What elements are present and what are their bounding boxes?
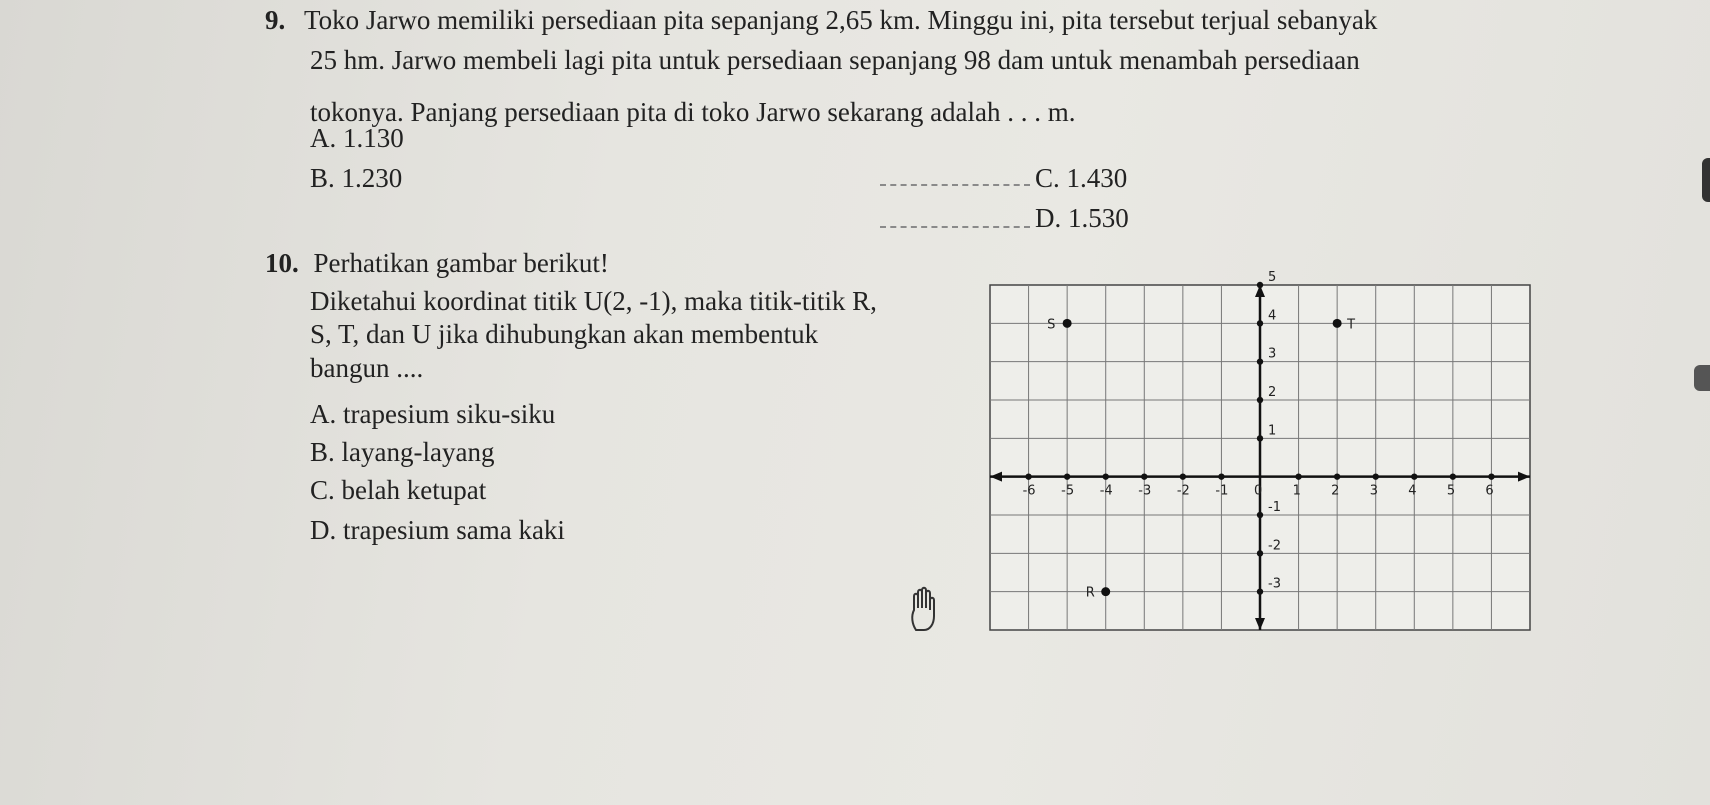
x-tick-label: 3: [1369, 483, 1378, 499]
y-tick-dot: [1257, 320, 1263, 326]
q9-number: 9.: [265, 5, 286, 35]
y-tick-dot: [1257, 435, 1263, 441]
x-tick-label: -4: [1099, 483, 1113, 499]
answer-dash-c: [880, 184, 1030, 186]
y-tick-label: 2: [1268, 385, 1277, 400]
edge-mark-mid: [1694, 365, 1710, 391]
y-tick-label: -3: [1268, 576, 1281, 592]
q10-option-c[interactable]: C. belah ketupat: [310, 475, 487, 505]
x-tick-label: 6: [1485, 483, 1494, 499]
x-tick-dot: [1450, 473, 1456, 479]
x-tick-label: 4: [1408, 483, 1417, 499]
y-tick-label: 1: [1268, 423, 1277, 439]
x-tick-label: 0: [1254, 483, 1263, 499]
y-tick-label: 4: [1268, 308, 1277, 324]
x-tick-dot: [1488, 473, 1494, 479]
point-r: [1101, 587, 1110, 596]
q10-option-a[interactable]: A. trapesium siku-siku: [310, 399, 556, 429]
q10-text-line1: Diketahui koordinat titik U(2, -1), maka titik-titik R,: [310, 286, 877, 316]
x-tick-dot: [1180, 473, 1186, 479]
answer-dash-d: [880, 226, 1030, 228]
q10-option-b[interactable]: B. layang-layang: [310, 437, 495, 467]
x-tick-label: -5: [1061, 483, 1075, 499]
coordinate-grid-svg: [985, 270, 1540, 637]
y-tick-dot: [1257, 282, 1263, 288]
q10-number: 10.: [265, 248, 299, 278]
y-tick-dot: [1257, 588, 1263, 594]
point-s: [1063, 319, 1072, 328]
x-tick-dot: [1218, 473, 1224, 479]
x-tick-label: -6: [1022, 483, 1036, 499]
q9-option-d[interactable]: D. 1.530: [1035, 203, 1129, 233]
q10-title-line: [265, 247, 609, 279]
q9-line1: [265, 4, 1377, 36]
q9-option-b[interactable]: B. 1.230: [310, 163, 403, 193]
x-tick-dot: [1064, 473, 1070, 479]
y-tick-label: -2: [1268, 538, 1281, 554]
y-tick-dot: [1257, 550, 1263, 556]
x-tick-dot: [1103, 473, 1109, 479]
q10-title: Perhatikan gambar berikut!: [313, 248, 609, 278]
q10-option-d[interactable]: D. trapesium sama kaki: [310, 515, 565, 545]
q9-text-line1: Toko Jarwo memiliki persediaan pita sepanjang 2,65 km. Minggu ini, pita tersebut terjual sebanyak: [304, 5, 1378, 35]
x-tick-label: 2: [1331, 483, 1340, 499]
point-t: [1333, 319, 1342, 328]
x-tick-label: -2: [1176, 483, 1190, 499]
point-label-r: R: [1085, 585, 1095, 601]
q9-option-a[interactable]: A. 1.130: [310, 123, 404, 153]
y-tick-dot: [1257, 397, 1263, 403]
x-tick-dot: [1373, 473, 1379, 479]
x-tick-label: -3: [1138, 483, 1152, 499]
x-tick-dot: [1295, 473, 1301, 479]
x-tick-label: 5: [1446, 483, 1456, 499]
y-tick-dot: [1257, 512, 1263, 518]
q9-text-line3: tokonya. Panjang persediaan pita di toko Jarwo sekarang adalah . . . m.: [310, 97, 1076, 127]
coordinate-grid: [985, 270, 1540, 637]
x-tick-label: 1: [1292, 483, 1301, 499]
q10-text-line3: bangun ....: [310, 353, 424, 383]
q9-text-line2: 25 hm. Jarwo membeli lagi pita untuk persediaan sepanjang 98 dam untuk menambah persediaan: [310, 45, 1360, 75]
y-tick-dot: [1257, 358, 1263, 364]
q9-option-c[interactable]: C. 1.430: [1035, 163, 1128, 193]
point-label-t: T: [1347, 317, 1356, 333]
edge-mark-top: [1702, 158, 1710, 202]
x-tick-label: -1: [1215, 483, 1229, 499]
x-tick-dot: [1025, 473, 1031, 479]
x-tick-dot: [1411, 473, 1417, 479]
hand-pointer-icon: [908, 586, 944, 632]
point-label-s: S: [1047, 317, 1056, 333]
x-tick-dot: [1334, 473, 1340, 479]
x-tick-dot: [1141, 473, 1147, 479]
y-tick-label: 3: [1268, 346, 1277, 362]
q10-text-line2: S, T, dan U jika dihubungkan akan membentuk: [310, 319, 819, 349]
y-tick-label: -1: [1268, 500, 1281, 515]
y-tick-label: 5: [1268, 270, 1277, 285]
